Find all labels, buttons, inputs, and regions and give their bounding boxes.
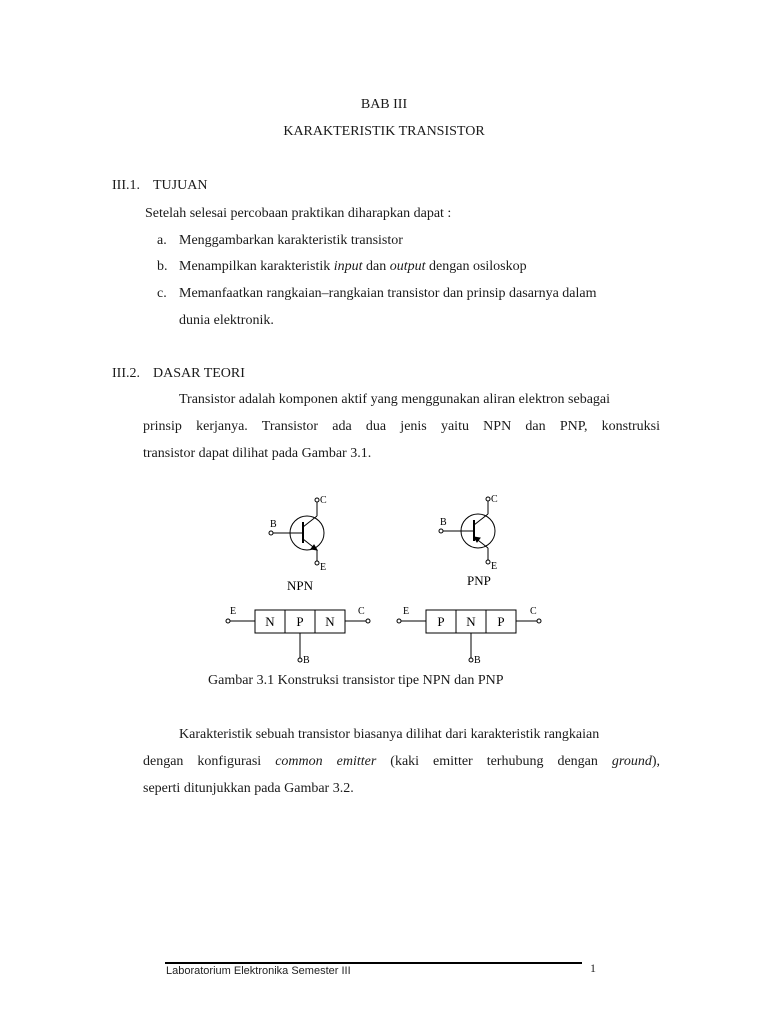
list-item-b-em-output: output <box>389 259 426 274</box>
para2-em-common-emitter: common emitter <box>275 754 377 769</box>
para2-line3: seperti ditunjukkan pada Gambar 3.2. <box>143 781 354 796</box>
para1-line3: transistor dapat dilihat pada Gambar 3.1. <box>143 446 372 461</box>
npn-pin-b: B <box>270 519 277 530</box>
pnp-pin-c: C <box>491 494 498 505</box>
pnp-block-pin-e: E <box>403 606 410 617</box>
para1-line2: prinsip kerjanya. Transistor ada dua jenis yaitu NPN dan PNP, konstruksi <box>143 419 660 434</box>
list-item-c-letter: c. <box>157 286 167 301</box>
list-item-b-pre: Menampilkan karakteristik <box>179 259 334 274</box>
npn-pin-e: E <box>320 562 327 573</box>
npn-block-pin-b: B <box>303 655 310 666</box>
pnp-pin-e: E <box>491 561 498 572</box>
list-item-b-post: dengan osiloskop <box>425 259 527 274</box>
section-number-tujuan: III.1. <box>112 178 140 193</box>
pnp-block-pin-c: C <box>530 606 537 617</box>
footer-text: Laboratorium Elektronika Semester III <box>166 965 351 977</box>
npn-symbol <box>269 498 324 565</box>
npn-block-pin-c: C <box>358 606 365 617</box>
pnp-label: PNP <box>467 573 491 588</box>
npn-block-1: N <box>265 614 275 629</box>
para2-line2-mid: (kaki emitter terhubung dengan <box>376 754 612 769</box>
list-item-c-line2: dunia elektronik. <box>179 313 274 328</box>
npn-block-pin-e: E <box>230 606 237 617</box>
list-item-a-letter: a. <box>157 233 167 248</box>
pnp-pin-b: B <box>440 517 447 528</box>
para2-em-ground: ground <box>611 754 652 769</box>
npn-pin-c: C <box>320 495 327 506</box>
para2-line2-pre: dengan konfigurasi <box>143 754 276 769</box>
pnp-block-pin-b: B <box>474 655 481 666</box>
page-number: 1 <box>590 961 596 975</box>
npn-label: NPN <box>287 578 314 593</box>
list-item-b-text <box>179 259 527 275</box>
list-item-b-letter: b. <box>157 259 168 274</box>
pnp-block-2: N <box>466 614 476 629</box>
pnp-symbol <box>439 497 495 564</box>
npn-block-3: N <box>325 614 335 629</box>
section-number-dasar-teori: III.2. <box>112 366 140 381</box>
figure-transistor-construction <box>0 480 768 700</box>
para2-line1: Karakteristik sebuah transistor biasanya dilihat dari karakteristik rangkaian <box>179 727 600 742</box>
list-item-a-text: Menggambarkan karakteristik transistor <box>179 233 403 248</box>
para2-line2 <box>143 754 660 770</box>
figure-caption: Gambar 3.1 Konstruksi transistor tipe NPN dan PNP <box>208 673 504 688</box>
para1-line1: Transistor adalah komponen aktif yang menggunakan aliran elektron sebagai <box>179 392 611 407</box>
list-item-b-em-input: input <box>333 259 363 274</box>
list-item-c-line1: Memanfaatkan rangkaian–rangkaian transistor dan prinsip dasarnya dalam <box>179 286 597 301</box>
chapter-title: KARAKTERISTIK TRANSISTOR <box>283 124 485 139</box>
list-item-b-mid: dan <box>362 259 390 274</box>
chapter-label: BAB III <box>360 97 408 112</box>
para2-line2-post: ), <box>651 754 661 769</box>
section-title-dasar-teori: DASAR TEORI <box>153 366 245 381</box>
footer-rule <box>165 962 582 964</box>
section-title-tujuan: TUJUAN <box>153 178 208 193</box>
pnp-block-1: P <box>437 614 445 629</box>
npn-block-2: P <box>296 614 304 629</box>
pnp-block-3: P <box>497 614 505 629</box>
tujuan-intro: Setelah selesai percobaan praktikan diharapkan dapat : <box>145 206 452 221</box>
